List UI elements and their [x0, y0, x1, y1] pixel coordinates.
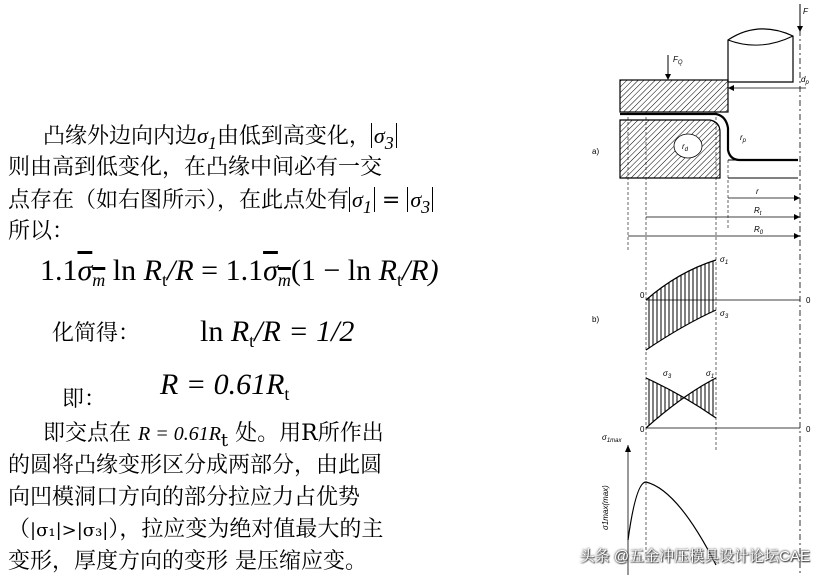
svg-text:Rt: $R_t$ — [754, 206, 762, 217]
label-a: a) — [592, 147, 600, 156]
blank-holder — [620, 80, 728, 112]
text-segment: 点存在（如右图所示），在此点处有 — [8, 188, 350, 213]
dimension-r — [728, 187, 800, 201]
stress-plot-crossing — [640, 369, 811, 434]
dimension-R0 — [628, 225, 800, 239]
dimension-Rt — [646, 206, 800, 220]
paragraph2-line3: 向凹模洞口方向的部分拉应力占优势 — [8, 485, 361, 510]
svg-text:σ1max(max): σ1max(max) — [601, 485, 610, 530]
text-segment: 由低到高变化， — [216, 124, 371, 149]
sigma1-symbol: $\sigma_1$ — [196, 123, 217, 153]
simplify-label: 化简得： — [52, 321, 141, 346]
paragraph1-line2: 则由高到低变化，在凸缘中间必有一交 — [8, 155, 383, 180]
result-equation: $R = 0.61R_t$ — [160, 368, 290, 404]
abs-sigma3: $\sigma_3$ — [371, 123, 397, 148]
paragraph2-line4: （|σ₁|>|σ₃|），拉应变为绝对值最大的主 — [8, 517, 384, 542]
abs-sigma3: $\sigma_3$ — [407, 187, 433, 212]
svg-text:r: r — [756, 187, 759, 196]
svg-text:σ3: $\sigma_3$ — [720, 309, 729, 320]
svg-text:b): b) — [592, 315, 600, 324]
svg-text:0: 0 — [640, 291, 645, 300]
equals-sign: = — [381, 188, 401, 213]
svg-text:0: 0 — [640, 425, 645, 434]
text-segment: 凸缘外边向内边 — [42, 124, 197, 149]
label-F: F — [803, 7, 808, 16]
watermark: 头条 @五金冲压模具设计论坛CAE — [579, 548, 810, 565]
paragraph2-line2: 的圆将凸缘变形区分成两部分，由此圆 — [8, 453, 383, 478]
label-rp: $r_p$ — [740, 133, 747, 144]
simplify-equation: $\ln R_t/R = 1/2$ — [200, 315, 355, 351]
svg-text:σ3: $\sigma_3$ — [663, 369, 672, 380]
abs-sigma1: $\sigma_1$ — [349, 187, 375, 212]
paragraph2-line5: 变形，厚度方向的变形 是压缩应变。 — [8, 549, 367, 574]
svg-text:σ1: $\sigma_1$ — [720, 255, 729, 266]
result-label: 即： — [62, 387, 107, 412]
equation-1: $1.1\sigma_m$ $\ln R_t/R = 1.1\sigma_m(1 - \ln R_t/R)$ — [40, 254, 439, 290]
svg-text:0: 0 — [806, 296, 811, 305]
svg-text:σ1: $\sigma_1$ — [706, 369, 715, 380]
svg-text:R0: $R_0$ — [754, 225, 764, 236]
svg-text:σ1max: $\sigma_{1max}$ — [602, 433, 622, 444]
deep-drawing-stress-figure — [588, 0, 824, 580]
die — [620, 120, 720, 178]
paragraph2-line1: 即交点在 $R = 0.61R_t$ 处。用R所作出 — [42, 421, 384, 451]
punch — [728, 29, 793, 82]
stress-plot-b — [592, 255, 811, 350]
label-dp: $d_p$ — [801, 75, 809, 86]
label-rd: $r_d$ — [682, 142, 689, 153]
label-FQ: $F_Q$ — [673, 55, 683, 66]
svg-text:0: 0 — [806, 425, 811, 434]
paragraph1-line4: 所以： — [8, 219, 75, 244]
